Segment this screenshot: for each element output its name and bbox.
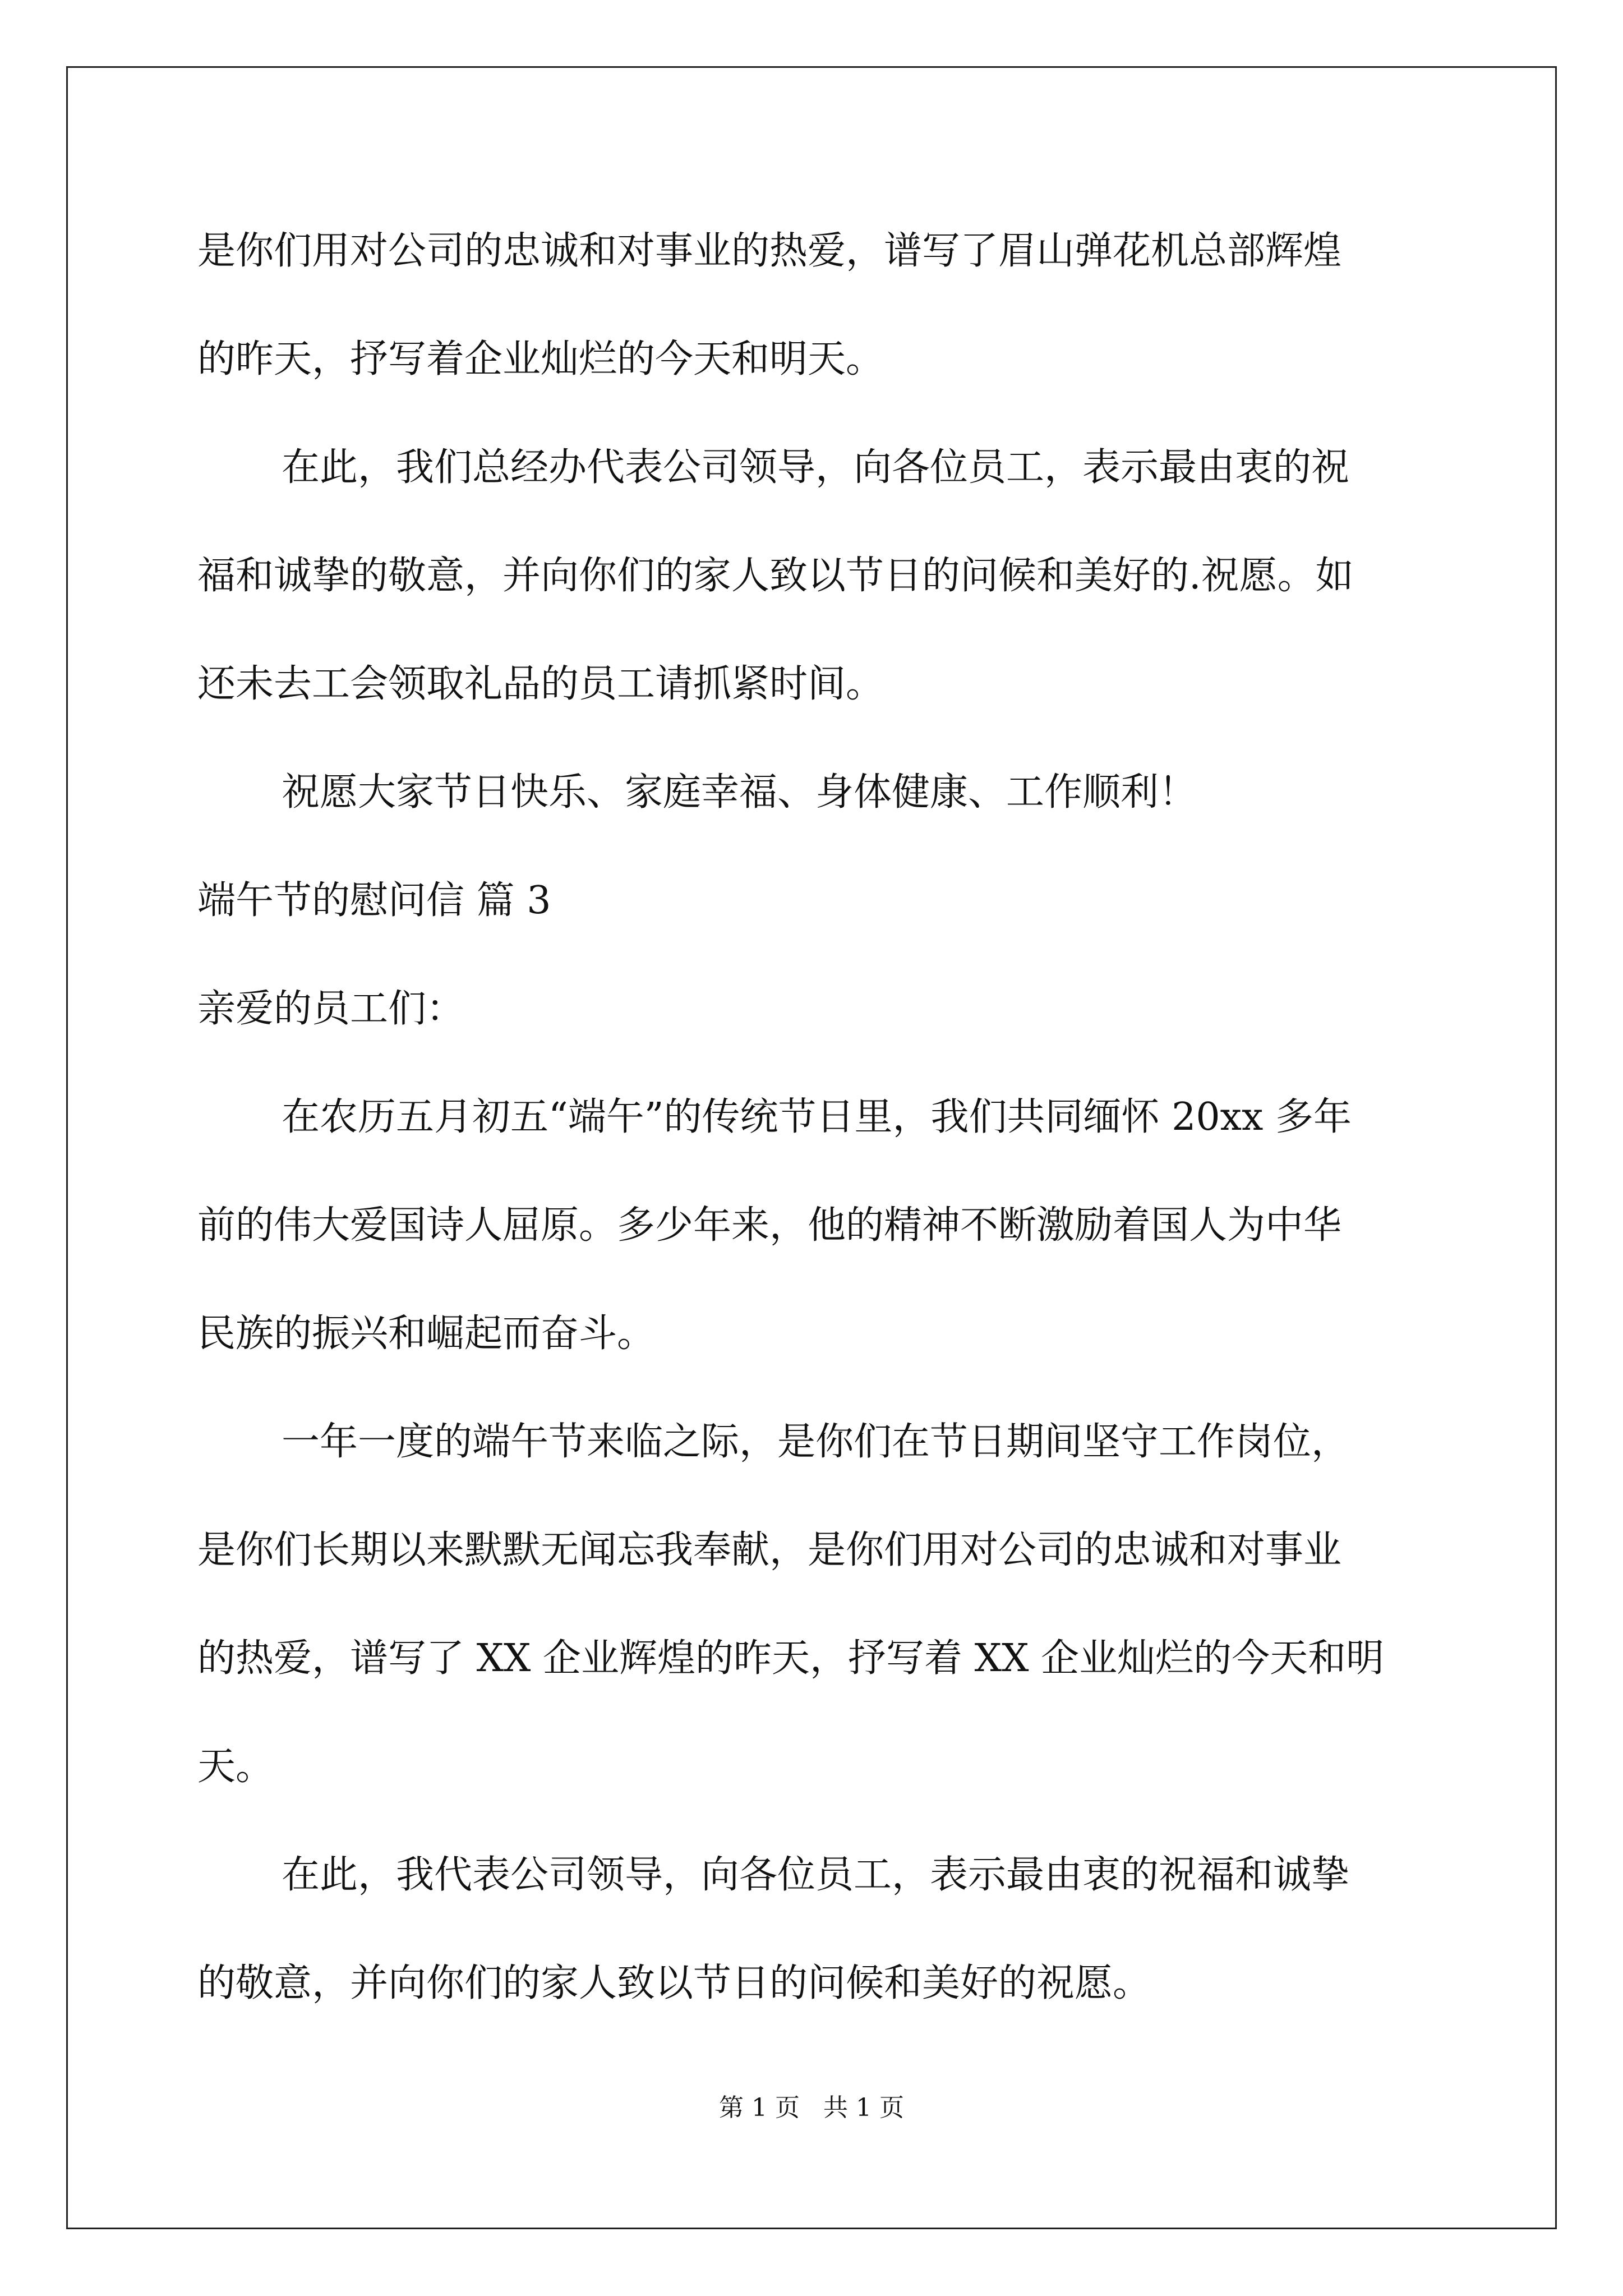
- text-line-12: 一年一度的端午节来临之际，是你们在节日期间坚守工作岗位，: [282, 1420, 1350, 1464]
- text-line-1: 是你们用对公司的忠诚和对事业的热爱，谱写了眉山弹花机总部辉煌: [197, 229, 1342, 273]
- text-line-10: 前的伟大爱国诗人屈原。多少年来，他的精神不断激励着国人为中华: [197, 1203, 1342, 1248]
- text-line-11: 民族的振兴和崛起而奋斗。: [197, 1312, 656, 1356]
- text-line-17: 的敬意，并向你们的家人致以节日的问候和美好的祝愿。: [197, 1961, 1151, 2005]
- text-line-3: 在此，我们总经办代表公司领导，向各位员工，表示最由衷的祝: [282, 445, 1350, 490]
- text-line-13: 是你们长期以来默默无闻忘我奉献，是你们用对公司的忠诚和对事业: [197, 1528, 1342, 1572]
- text-line-2: 的昨天，抒写着企业灿烂的今天和明天。: [197, 337, 884, 381]
- text-line-5: 还未去工会领取礼品的员工请抓紧时间。: [197, 662, 884, 706]
- document-body: [197, 218, 1429, 2058]
- text-line-6: 祝愿大家节日快乐、家庭幸福、身体健康、工作顺利！: [282, 770, 1197, 815]
- text-line-9: 在农历五月初五“端午”的传统节日里，我们共同缅怀 20xx 多年: [282, 1095, 1352, 1139]
- page-number-footer: 第 1 页 共 1 页: [719, 2093, 904, 2122]
- text-line-16: 在此，我代表公司领导，向各位员工，表示最由衷的祝福和诚挚: [282, 1853, 1350, 1897]
- text-line-14: 的热爱，谱写了 XX 企业辉煌的昨天，抒写着 XX 企业灿烂的今天和明: [197, 1636, 1385, 1681]
- salutation: 亲爱的员工们：: [197, 987, 465, 1031]
- section-heading: 端午节的慰问信 篇 3: [197, 878, 551, 923]
- text-line-15: 天。: [197, 1745, 274, 1789]
- text-line-4: 福和诚挚的敬意，并向你们的家人致以节日的问候和美好的.祝愿。如: [197, 554, 1354, 598]
